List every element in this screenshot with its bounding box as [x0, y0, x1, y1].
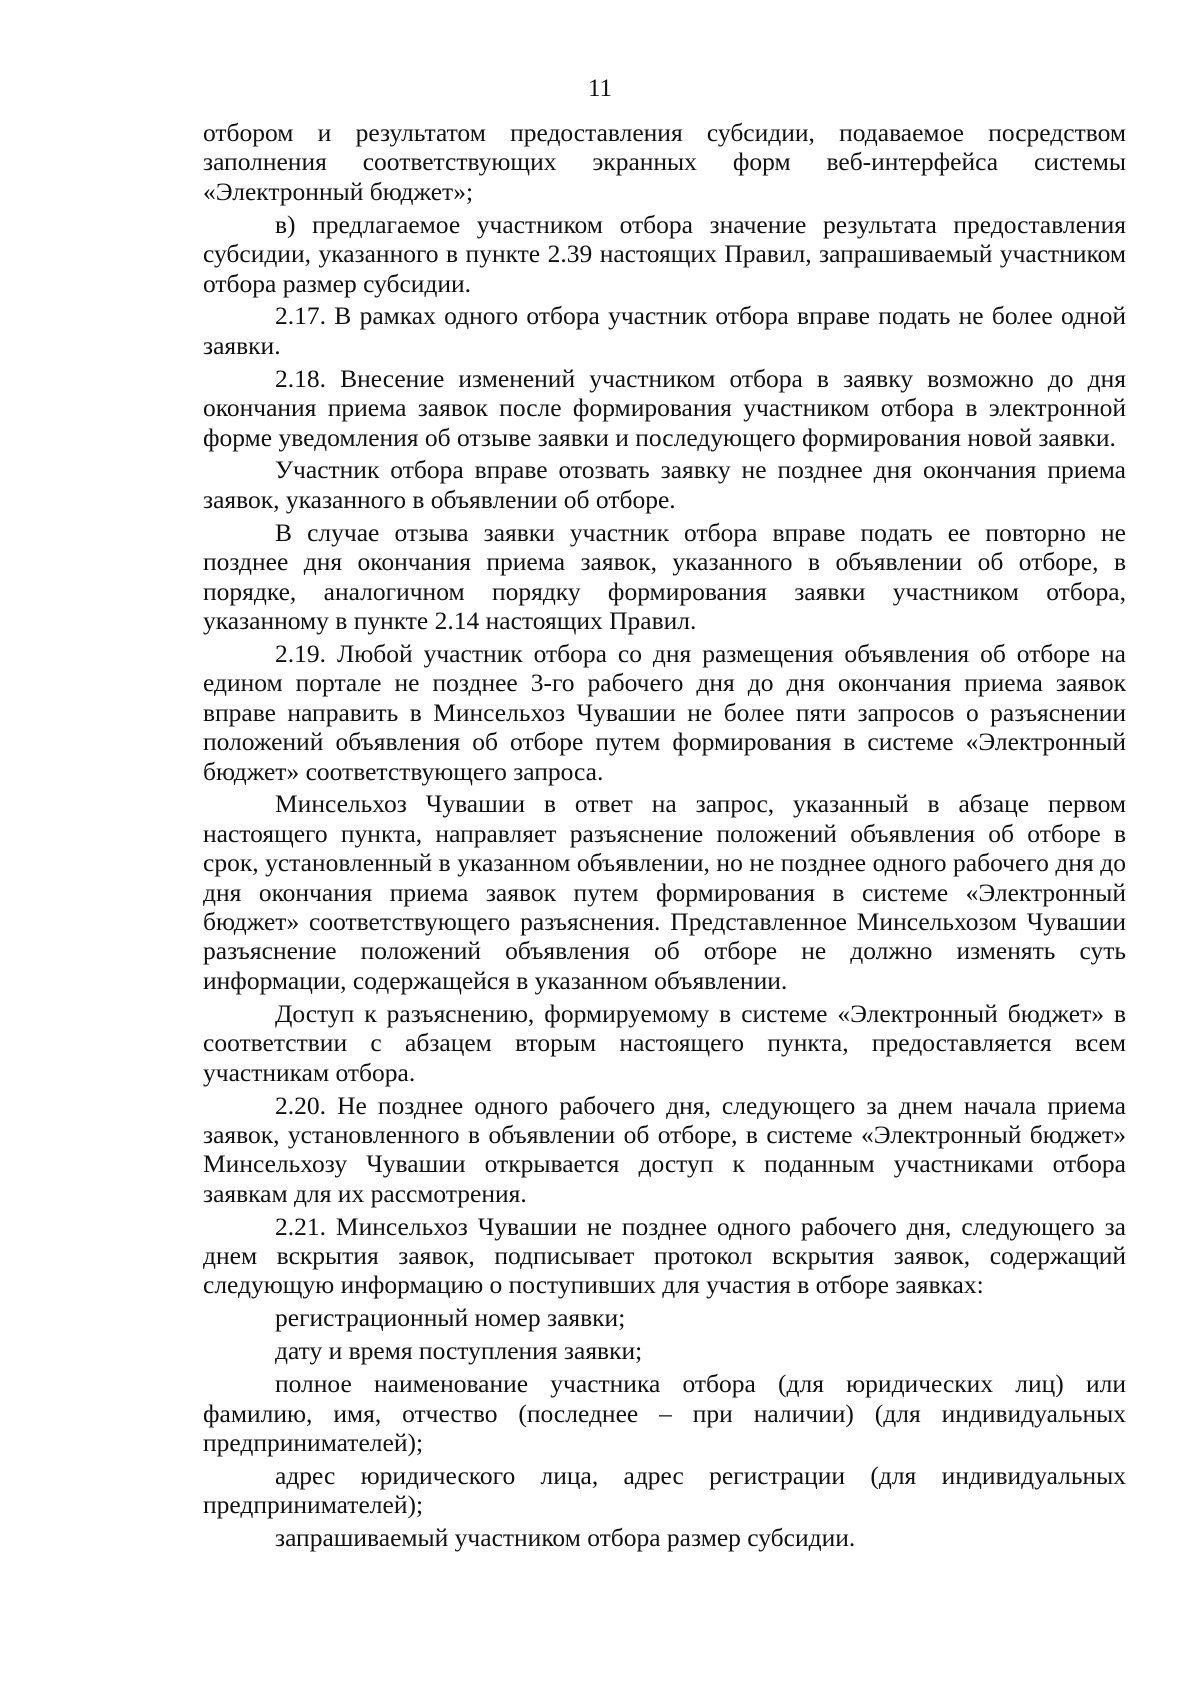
paragraph-continuation: отбором и результатом предоставления субсидии, подаваемое посредством заполнения соответствующих экранных форм веб-интерфейса системы «Электронный бюджет»;: [203, 118, 1126, 206]
paragraph-clarification-response: Минсельхоз Чувашии в ответ на запрос, указанный в абзаце первом настоящего пункта, направляет разъяснение положений объявления об отборе в срок, установленный в указанном объявлении, но не позднее одного рабочего дня до дня окончания приема заявок путем формирования в системе «Электронный бюджет» соответствующего разъяснения. Представленное Минсельхозом Чувашии разъяснение положений объявления об отборе не должно изменять суть информации, содержащейся в указанном объявлении.: [203, 789, 1126, 995]
paragraph-2-18: 2.18. Внесение изменений участником отбора в заявку возможно до дня окончания приема заявок после формирования участником отбора в электронной форме уведомления об отзыве заявки и последующего формирования новой заявки.: [203, 363, 1126, 452]
paragraph-item-v: в) предлагаемое участником отбора значение результата предоставления субсидии, указанного в пункте 2.39 настоящих Правил, запрашиваемый участником отбора размер субсидии.: [203, 209, 1126, 298]
list-item-address: адрес юридического лица, адрес регистрации (для индивидуальных предпринимателей);: [203, 1460, 1126, 1520]
list-item-subsidy-amount: запрашиваемый участником отбора размер субсидии.: [275, 1523, 856, 1553]
list-item-registration-number: регистрационный номер заявки;: [275, 1303, 626, 1333]
document-body: [203, 118, 1126, 1556]
paragraph-2-17: 2.17. В рамках одного отбора участник отбора вправе подать не более одной заявки.: [203, 301, 1126, 360]
list-item-receipt-datetime: дату и время поступления заявки;: [275, 1336, 643, 1366]
paragraph-withdraw-application: Участник отбора вправе отозвать заявку не позднее дня окончания приема заявок, указанного в объявлении об отборе.: [203, 455, 1126, 514]
page-number: 11: [587, 75, 613, 102]
list-item-participant-name: полное наименование участника отбора (для юридических лиц) или фамилию, имя, отчество (последнее – при наличии) (для индивидуальных предпринимателей);: [203, 1369, 1126, 1457]
paragraph-2-19: 2.19. Любой участник отбора со дня размещения объявления об отборе на едином портале не позднее 3-го рабочего дня до дня окончания приема заявок вправе направить в Минсельхоз Чувашии не более пяти запросов о разъяснении положений объявления об отборе путем формирования в системе «Электронный бюджет» соответствующего запроса.: [203, 638, 1126, 786]
paragraph-2-20: 2.20. Не позднее одного рабочего дня, следующего за днем начала приема заявок, установленного в объявлении об отборе, в системе «Электронный бюджет» Минсельхозу Чувашии открывается доступ к поданным участниками отбора заявкам для их рассмотрения.: [203, 1090, 1126, 1208]
paragraph-clarification-access: Доступ к разъяснению, формируемому в системе «Электронный бюджет» в соответствии с абзацем вторым настоящего пункта, предоставляется всем участникам отбора.: [203, 998, 1126, 1087]
paragraph-2-21: 2.21. Минсельхоз Чувашии не позднее одного рабочего дня, следующего за днем вскрытия заявок, подписывает протокол вскрытия заявок, содержащий следующую информацию о поступивших для участия в отборе заявках:: [203, 1211, 1126, 1300]
paragraph-resubmit-application: В случае отзыва заявки участник отбора вправе подать ее повторно не позднее дня окончания приема заявок, указанного в объявлении об отборе, в порядке, аналогичном порядку формирования заявки участником отбора, указанному в пункте 2.14 настоящих Правил.: [203, 517, 1126, 635]
